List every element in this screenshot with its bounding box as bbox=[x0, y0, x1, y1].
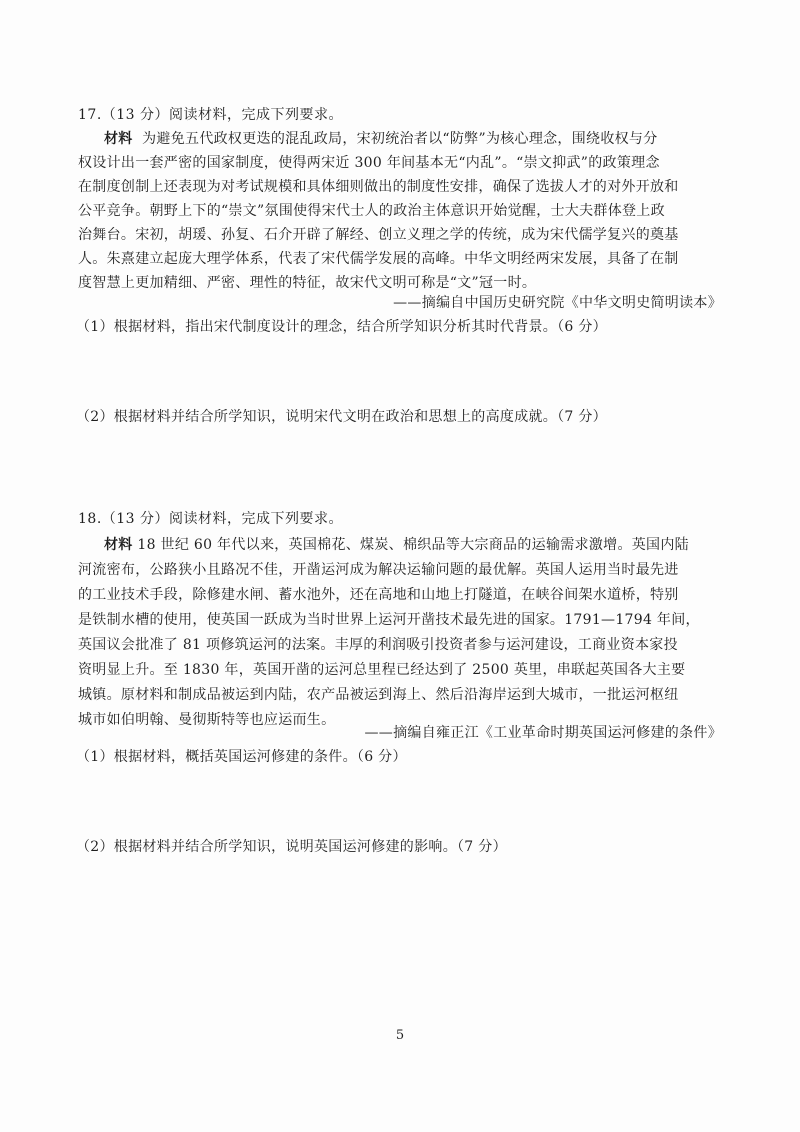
q17-material-line-1 bbox=[104, 128, 724, 148]
q17-material-line-6: 人。朱熹建立起庞大理学体系，代表了宋代儒学发展的高峰。中华文明经两宋发展，具备了在制 bbox=[78, 251, 679, 267]
q18-material-line-7: 城镇。原材料和制成品被运到内陆，农产品被运到海上、然后沿海岸运到大城市，一批运河枢纽 bbox=[78, 687, 679, 703]
q17-material-label: 材料 bbox=[104, 131, 133, 147]
q18-material-line-1 bbox=[104, 534, 724, 554]
q17-sub-question-2: （2）根据材料并结合所学知识，说明宋代文明在政治和思想上的高度成就。（7 分） bbox=[76, 409, 607, 425]
q18-material-line-6: 资明显上升。至 1830 年，英国开凿的运河总里程已经达到了 2500 英里，串联起英国各大主要 bbox=[78, 662, 686, 678]
q17-material-text-1: 为避免五代政权更迭的混乱政局，宋初统治者以“防弊”为核心理念，围绕收权与分 bbox=[142, 131, 658, 147]
q17-header: 17.（13 分）阅读材料，完成下列要求。 bbox=[78, 107, 344, 123]
q18-header: 18.（13 分）阅读材料，完成下列要求。 bbox=[78, 511, 344, 527]
q18-sub-question-1: （1）根据材料，概括英国运河修建的条件。（6 分） bbox=[76, 749, 407, 765]
page-number: 5 bbox=[395, 1028, 405, 1043]
q17-material-line-7: 度智慧上更加精细、严密、理性的特征，故宋代文明可称是“文”冠一时。 bbox=[78, 275, 537, 291]
q18-material-line-5: 英国议会批准了 81 项修筑运河的法案。丰厚的利润吸引投资者参与运河建设，工商业资本家投 bbox=[78, 637, 678, 653]
q18-material-line-8: 城市如伯明翰、曼彻斯特等也应运而生。 bbox=[78, 712, 336, 728]
q18-material-label: 材料 bbox=[104, 537, 133, 553]
q17-material-line-4: 公平竞争。朝野上下的“崇文”氛围使得宋代士人的政治主体意识开始觉醒，士大夫群体登上政 bbox=[78, 203, 665, 219]
q17-material-line-2: 权设计出一套严密的国家制度，使得两宋近 300 年间基本无“内乱”。“崇文抑武”的政策理念 bbox=[78, 155, 660, 171]
q17-material-line-3: 在制度创制上还表现为对考试规模和具体细则做出的制度性安排，确保了选拔人才的对外开放和 bbox=[78, 179, 679, 195]
q17-source: ——摘编自中国历史研究院《中华文明史简明读本》 bbox=[393, 295, 722, 311]
q17-material-line-5: 治舞台。宋初，胡瑗、孙复、石介开辟了解经、创立义理之学的传统，成为宋代儒学复兴的奠基 bbox=[78, 227, 679, 243]
q18-sub-question-2: （2）根据材料并结合所学知识，说明英国运河修建的影响。（7 分） bbox=[76, 839, 507, 855]
q17-sub-question-1: （1）根据材料，指出宋代制度设计的理念，结合所学知识分析其时代背景。（6 分） bbox=[76, 319, 607, 335]
q18-material-line-4: 是铁制水槽的使用，使英国一跃成为当时世界上运河开凿技术最先进的国家。1791—1794 年间， bbox=[78, 612, 700, 628]
q18-material-line-3: 的工业技术手段，除修建水闸、蓄水池外，还在高地和山地上打隧道，在峡谷间架水道桥，特别 bbox=[78, 587, 679, 603]
q18-material-text-1: 18 世纪 60 年代以来，英国棉花、煤炭、棉织品等大宗商品的运输需求激增。英国内陆 bbox=[137, 537, 689, 553]
q18-source: ——摘编自雍正江《工业革命时期英国运河修建的条件》 bbox=[364, 725, 722, 741]
q18-material-line-2: 河流密布，公路狭小且路况不佳，开凿运河成为解决运输问题的最优解。英国人运用当时最先进 bbox=[78, 562, 679, 578]
